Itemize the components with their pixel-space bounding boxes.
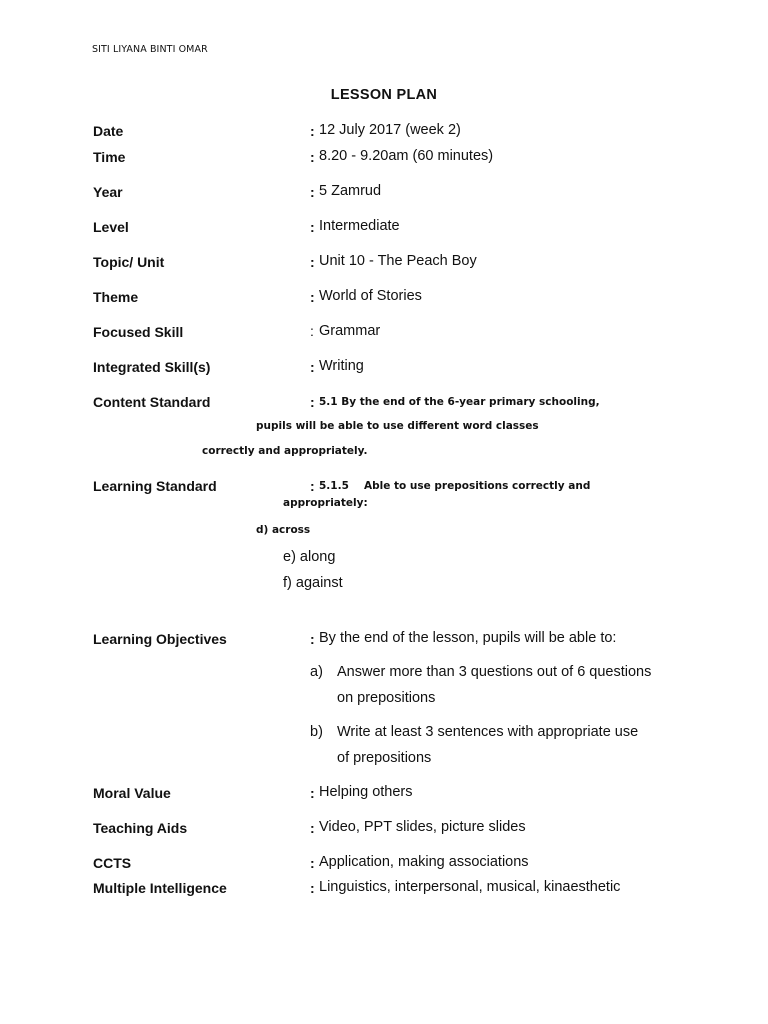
theme-colon: : [310,289,315,305]
ccts-value: Application, making associations [319,854,529,870]
topic-label: Topic/ Unit [93,254,165,270]
content-standard-line-2: pupils will be able to use different word classes [256,420,539,432]
integrated-skill-value: Writing [319,358,364,374]
time-label: Time [93,149,126,165]
year-colon: : [310,184,315,200]
learning-standard-item-e: e) along [283,549,336,565]
theme-label: Theme [93,289,139,305]
objective-b-line-1: Write at least 3 sentences with appropriate use [337,724,639,740]
content-standard-line-1: 5.1 By the end of the 6-year primary schooling, [319,396,600,408]
topic-colon: : [310,254,315,270]
ccts-label: CCTS [93,855,132,871]
objective-a-line-2: on prepositions [337,690,436,706]
integrated-skill-label: Integrated Skill(s) [93,359,211,375]
moral-value-colon: : [310,785,315,801]
learning-standard-label: Learning Standard [93,478,217,494]
learning-standard-text-line-2: appropriately: [283,497,368,509]
year-label: Year [93,184,123,200]
page-title: LESSON PLAN [330,87,438,103]
learning-standard-text-line-1: Able to use prepositions correctly and [364,480,591,492]
objective-a-line-1: Answer more than 3 questions out of 6 questions [337,664,652,680]
learning-objectives-colon: : [310,631,315,647]
time-value: 8.20 - 9.20am (60 minutes) [319,148,494,164]
year-value: 5 Zamrud [319,183,382,199]
content-standard-line-3: correctly and appropriately. [202,445,368,457]
learning-standard-code: 5.1.5 [319,480,349,492]
learning-standard-item-d: d) across [256,524,311,536]
learning-standard-item-f: f) against [283,575,343,591]
moral-value-label: Moral Value [93,785,171,801]
multiple-intelligence-label: Multiple Intelligence [93,880,227,896]
learning-objectives-intro: By the end of the lesson, pupils will be able to: [319,630,617,646]
integrated-skill-colon: : [310,359,315,375]
time-colon: : [310,149,315,165]
level-label: Level [93,219,129,235]
date-value: 12 July 2017 (week 2) [319,122,461,138]
teaching-aids-colon: : [310,820,315,836]
multiple-intelligence-value: Linguistics, interpersonal, musical, kinaesthetic [319,879,621,895]
moral-value-value: Helping others [319,784,413,800]
teaching-aids-label: Teaching Aids [93,820,188,836]
level-value: Intermediate [319,218,400,234]
teaching-aids-value: Video, PPT slides, picture slides [319,819,526,835]
focused-skill-label: Focused Skill [93,324,184,340]
theme-value: World of Stories [319,288,422,304]
objective-b-tag: b) [310,724,323,740]
learning-standard-colon: : [310,478,315,494]
content-standard-label: Content Standard [93,394,211,410]
objective-b-line-2: of prepositions [337,750,432,766]
content-standard-colon: : [310,394,315,410]
level-colon: : [310,219,315,235]
date-colon: : [310,123,315,139]
topic-value: Unit 10 - The Peach Boy [319,253,477,269]
focused-skill-colon: : [310,323,314,339]
learning-objectives-label: Learning Objectives [93,631,227,647]
author-name: SITI LIYANA BINTI OMAR [92,44,208,55]
objective-a-tag: a) [310,664,323,680]
focused-skill-value: Grammar [319,323,381,339]
ccts-colon: : [310,855,315,871]
date-label: Date [93,123,124,139]
multiple-intelligence-colon: : [310,880,315,896]
